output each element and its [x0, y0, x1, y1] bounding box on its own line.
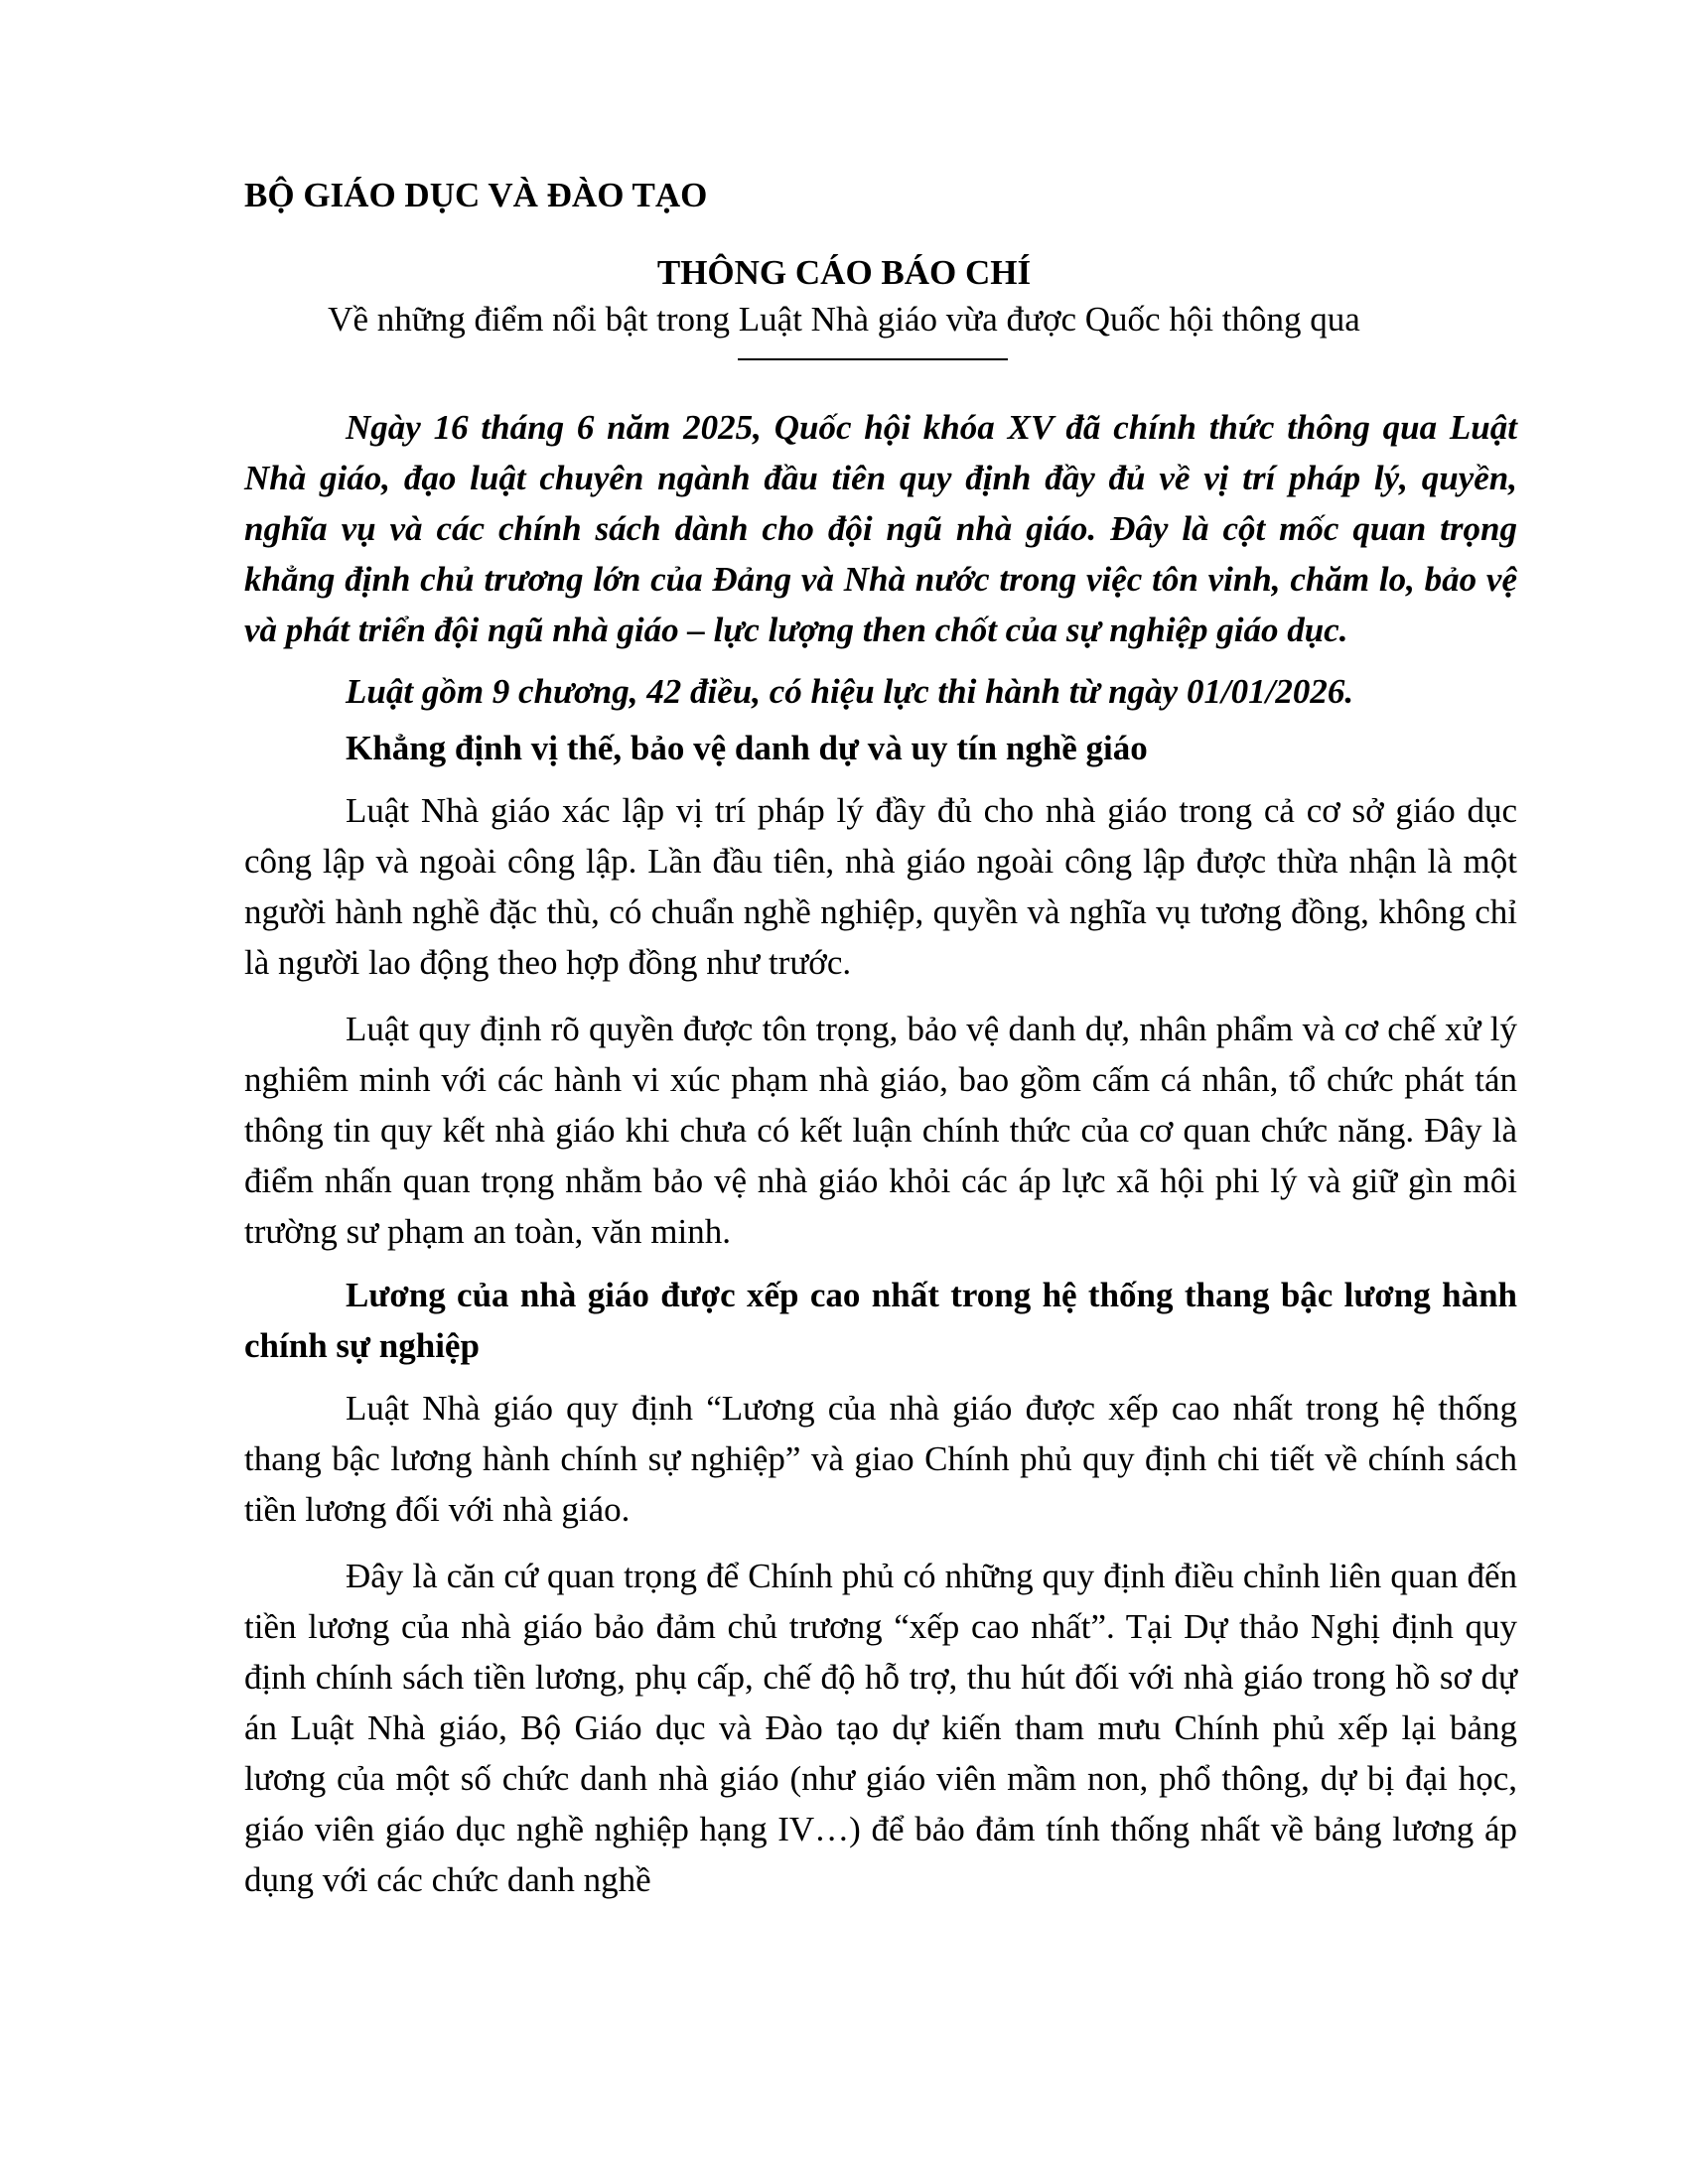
issuing-agency: BỘ GIÁO DỤC VÀ ĐÀO TẠO	[244, 176, 708, 214]
section-heading-2: Lương của nhà giáo được xếp cao nhất trong hệ thống thang bậc lương hành chính sự nghiệp	[244, 1276, 1517, 1365]
document-subject: Về những điểm nổi bật trong Luật Nhà giáo vừa được Quốc hội thông qua	[328, 300, 1360, 339]
intro-paragraph: Ngày 16 tháng 6 năm 2025, Quốc hội khóa XV đã chính thức thông qua Luật Nhà giáo, đạo luật chuyên ngành đầu tiên quy định đầy đủ về vị trí pháp lý, quyền, nghĩa vụ và các chính sách dành cho đội ngũ nhà giáo. Đây là cột mốc quan trọng khẳng định chủ trương lớn của Đảng và Nhà nước trong việc tôn vinh, chăm lo, bảo vệ và phát triển đội ngũ nhà giáo – lực lượng then chốt của sự nghiệp giáo dục.	[244, 408, 1517, 649]
section-2-paragraph-1: Luật Nhà giáo quy định “Lương của nhà giáo được xếp cao nhất trong hệ thống thang bậc lương hành chính sự nghiệp” và giao Chính phủ quy định chi tiết về chính sách tiền lương đối với nhà giáo.	[244, 1389, 1517, 1529]
section-heading-1: Khẳng định vị thế, bảo vệ danh dự và uy tín nghề giáo	[346, 729, 1148, 767]
title-underline-divider	[738, 358, 1008, 360]
section-2-paragraph-2: Đây là căn cứ quan trọng để Chính phủ có những quy định điều chỉnh liên quan đến tiền lương của nhà giáo bảo đảm chủ trương “xếp cao nhất”. Tại Dự thảo Nghị định quy định chính sách tiền lương, phụ cấp, chế độ hỗ trợ, thu hút đối với nhà giáo trong hồ sơ dự án Luật Nhà giáo, Bộ Giáo dục và Đào tạo dự kiến tham mưu Chính phủ xếp lại bảng lương của một số chức danh nhà giáo (như giáo viên mầm non, phổ thông, dự bị đại học, giáo viên giáo dục nghề nghiệp hạng IV…) để bảo đảm tính thống nhất về bảng lương áp dụng với các chức danh nghề	[244, 1557, 1517, 1899]
section-1-paragraph-1: Luật Nhà giáo xác lập vị trí pháp lý đầy đủ cho nhà giáo trong cả cơ sở giáo dục công lập và ngoài công lập. Lần đầu tiên, nhà giáo ngoài công lập được thừa nhận là một người hành nghề đặc thù, có chuẩn nghề nghiệp, quyền và nghĩa vụ tương đồng, không chỉ là người lao động theo hợp đồng như trước.	[244, 791, 1517, 982]
document-type-title: THÔNG CÁO BÁO CHÍ	[656, 253, 1032, 292]
section-1-paragraph-2: Luật quy định rõ quyền được tôn trọng, bảo vệ danh dự, nhân phẩm và cơ chế xử lý nghiêm minh với các hành vi xúc phạm nhà giáo, bao gồm cấm cá nhân, tổ chức phát tán thông tin quy kết nhà giáo khi chưa có kết luận chính thức của cơ quan chức năng. Đây là điểm nhấn quan trọng nhằm bảo vệ nhà giáo khỏi các áp lực xã hội phi lý và giữ gìn môi trường sư phạm an toàn, văn minh.	[244, 1010, 1517, 1251]
summary-paragraph: Luật gồm 9 chương, 42 điều, có hiệu lực thi hành từ ngày 01/01/2026.	[346, 672, 1354, 711]
document-body	[244, 402, 1517, 1905]
